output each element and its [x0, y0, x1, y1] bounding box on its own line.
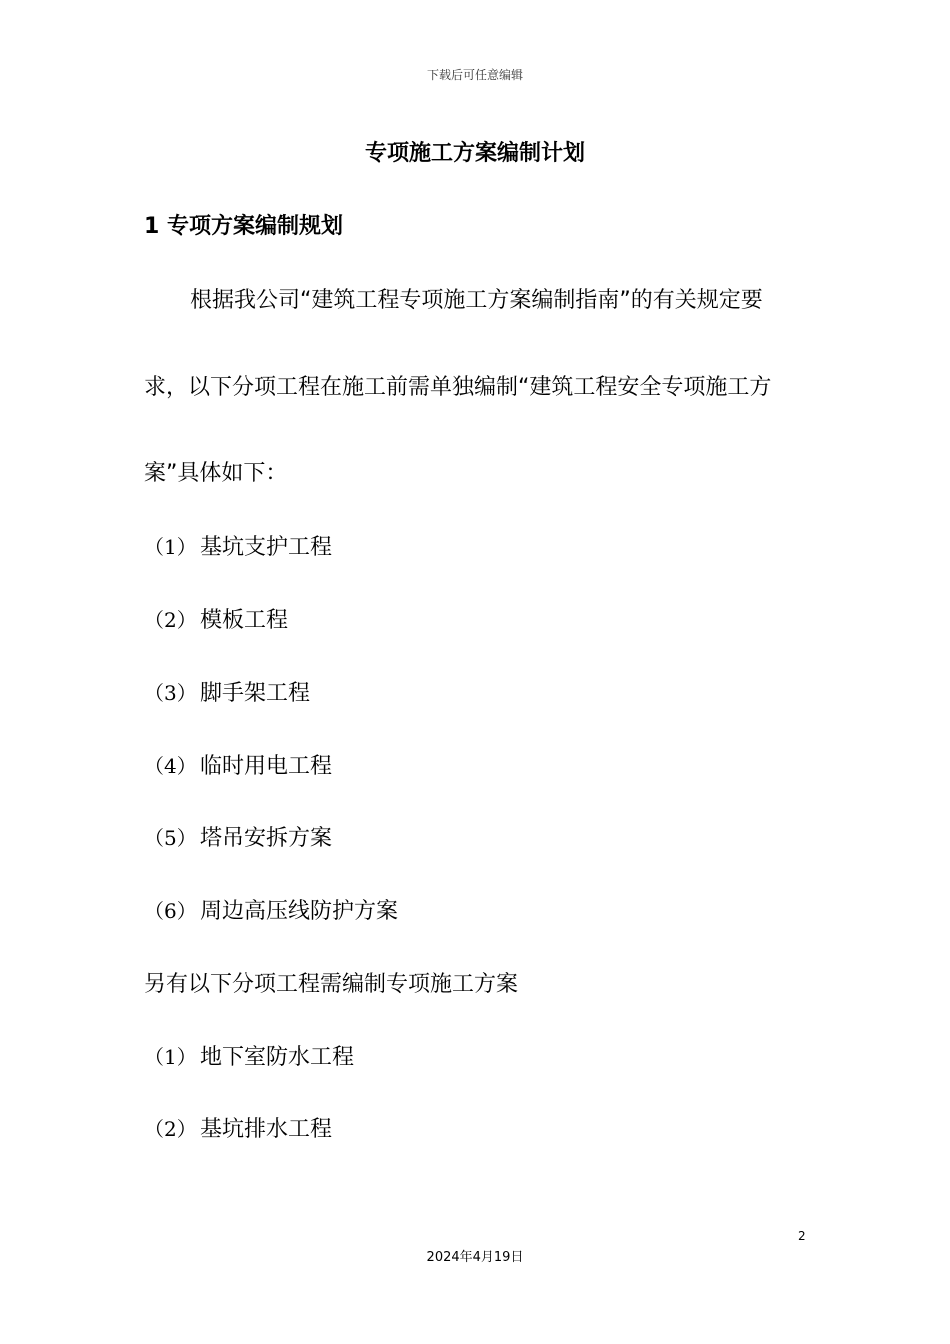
header-note: 下载后可任意编辑	[426, 68, 523, 82]
list-item	[144, 1040, 354, 1071]
section-heading: 1 专项方案编制规划	[144, 214, 343, 239]
list-item-number: （1）	[144, 535, 197, 559]
list-item-number: （2）	[144, 1117, 197, 1141]
list-item-text: 周边高压线防护方案	[200, 899, 399, 924]
footer-date: 2024年4月19日	[426, 1250, 524, 1265]
list-item-number: （2）	[144, 608, 197, 632]
list-item-text: 模板工程	[200, 608, 289, 633]
list-item-text: 地下室防水工程	[200, 1045, 355, 1070]
intro-line: 案”具体如下：	[144, 461, 288, 486]
list-item	[144, 1112, 332, 1143]
list-item	[144, 821, 332, 852]
list-item-text: 基坑排水工程	[200, 1117, 333, 1142]
list-item	[144, 676, 310, 707]
list-item	[144, 530, 332, 561]
intro-line: 求，以下分项工程在施工前需单独编制“建筑工程安全专项施工方	[144, 375, 772, 400]
intro-line: 根据我公司“建筑工程专项施工方案编制指南”的有关规定要	[190, 288, 763, 313]
list-item-text: 塔吊安拆方案	[200, 826, 333, 851]
list-item-text: 临时用电工程	[200, 754, 333, 779]
list-item-number: （3）	[144, 681, 197, 705]
page-number: 2	[798, 1229, 806, 1243]
list-item-number: （5）	[144, 826, 197, 850]
list-item	[144, 749, 332, 780]
list-item-number: （1）	[144, 1045, 197, 1069]
list-item	[144, 894, 398, 925]
list-item-text: 基坑支护工程	[200, 535, 333, 560]
list-item-number: （4）	[144, 754, 197, 778]
list-item-number: （6）	[144, 899, 197, 923]
transition-line: 另有以下分项工程需编制专项施工方案	[144, 972, 519, 997]
document-title: 专项施工方案编制计划	[364, 141, 585, 166]
list-item	[144, 603, 288, 634]
list-item-text: 脚手架工程	[200, 681, 311, 706]
